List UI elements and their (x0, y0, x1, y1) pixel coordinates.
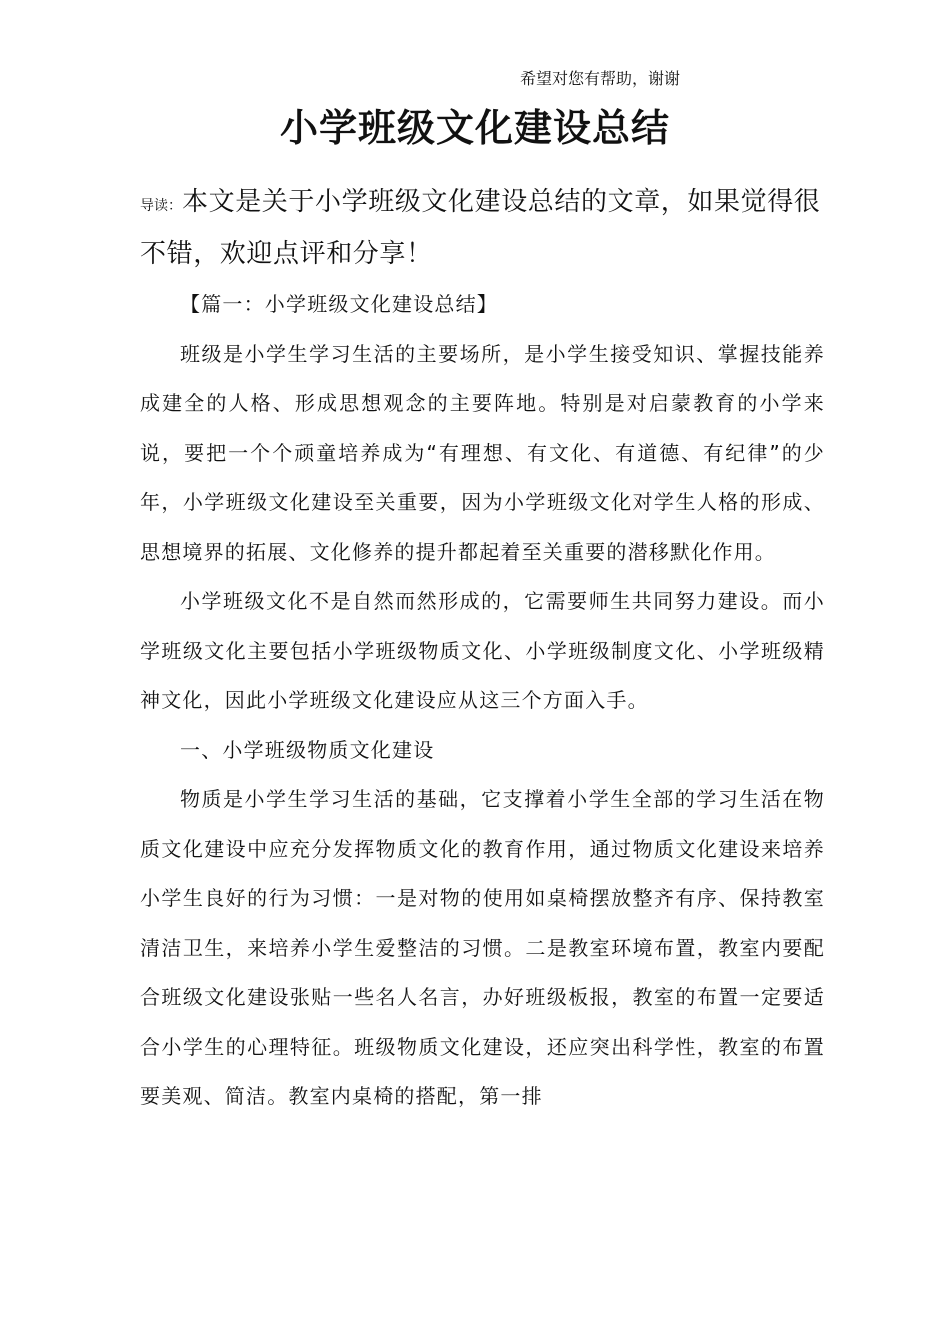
intro-label: 导读： (140, 198, 182, 214)
document-title: 小学班级文化建设总结 (279, 106, 670, 150)
body-paragraph: 小学班级文化不是自然而然形成的，它需要师生共同努力建设。而小学班级文化主要包括小学班级物质文化、小学班级制度文化、小学班级精神文化，因此小学班级文化建设应从这三个方面入手。 (140, 589, 825, 712)
article-heading: 【篇一：小学班级文化建设总结】 (180, 292, 498, 316)
article-body (140, 280, 825, 1122)
body-paragraph: 班级是小学生学习生活的主要场所，是小学生接受知识、掌握技能养成建全的人格、形成思想观念的主要阵地。特别是对启蒙教育的小学来说，要把一个个顽童培养成为“有理想、有文化、有道德、有纪律”的少年，小学班级文化建设至关重要，因为小学班级文化对学生人格的形成、思想境界的拓展、文化修养的提升都起着至关重要的潜移默化作用。 (140, 341, 825, 564)
header-note: 希望对您有帮助，谢谢 (520, 69, 681, 88)
body-paragraph: 物质是小学生学习生活的基础，它支撑着小学生全部的学习生活在物质文化建设中应充分发挥物质文化的教育作用，通过物质文化建设来培养小学生良好的行为习惯：一是对物的使用如桌椅摆放整齐有序、保持教室清洁卫生，来培养小学生爱整洁的习惯。二是教室环境布置，教室内要配合班级文化建设张贴一些名人名言，办好班级板报，教室的布置一定要适合小学生的心理特征。班级物质文化建设，还应突出科学性，教室的布置要美观、简洁。教室内桌椅的搭配，第一排 (140, 787, 825, 1108)
intro-paragraph (140, 178, 830, 278)
intro-text: 本文是关于小学班级文化建设总结的文章，如果觉得很不错，欢迎点评和分享！ (140, 187, 821, 269)
section-heading: 一、小学班级物质文化建设 (180, 737, 435, 762)
